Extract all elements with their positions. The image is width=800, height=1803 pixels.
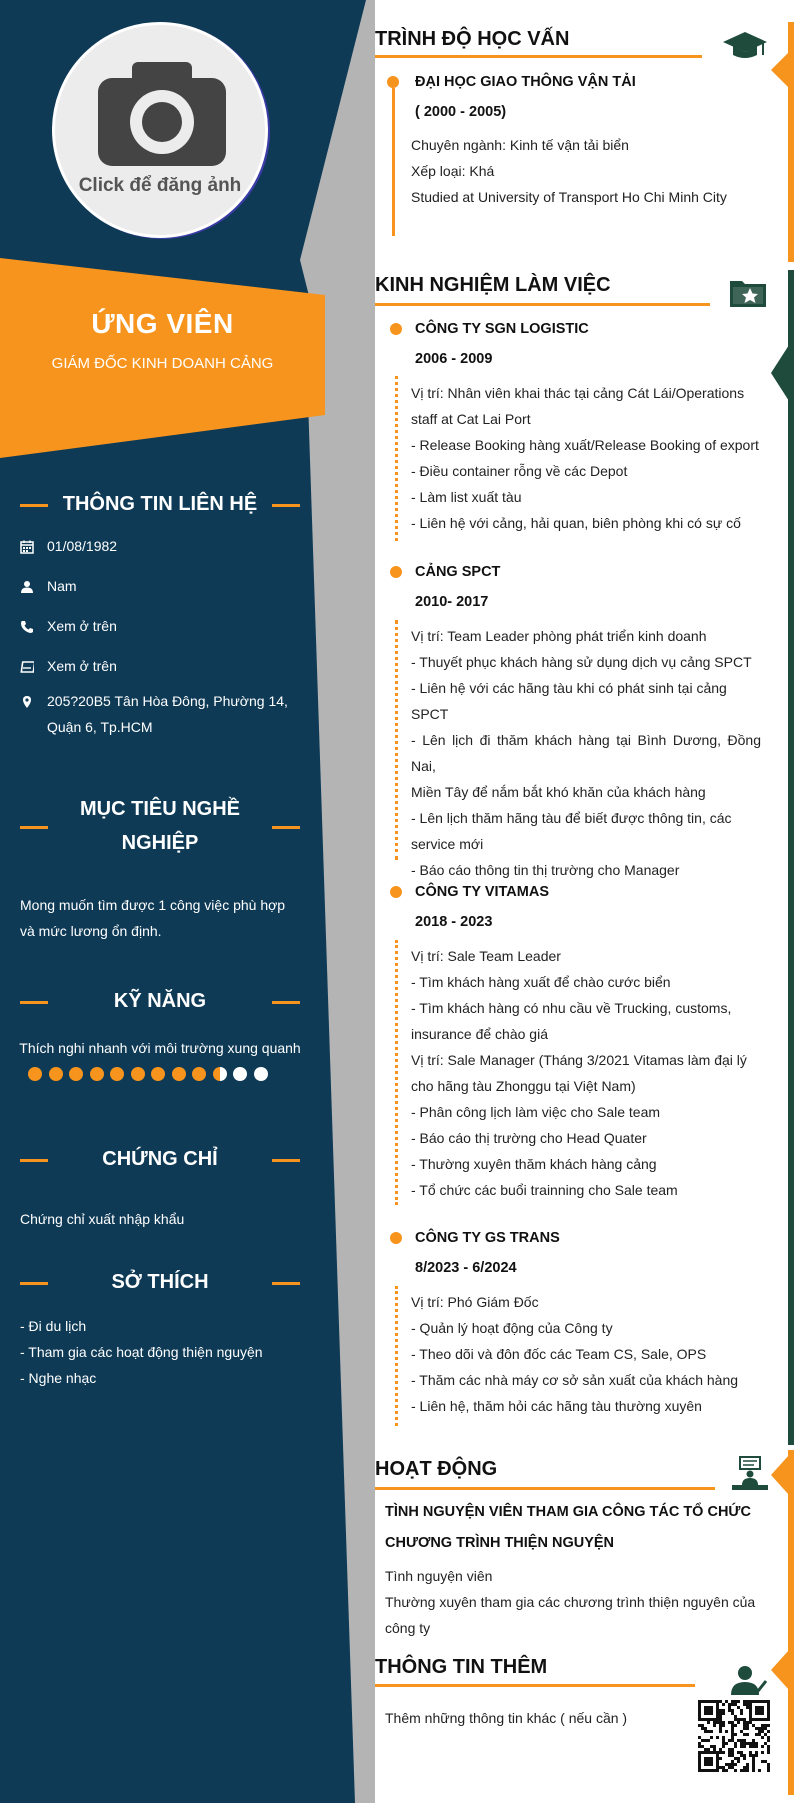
job-bullet: [390, 886, 402, 898]
job-period: 2006 - 2009: [415, 351, 493, 367]
avatar-upload[interactable]: [52, 22, 268, 238]
hobby-item: - Nghe nhạc: [20, 1370, 97, 1386]
skill-dot: [172, 1067, 186, 1081]
user-icon: [20, 580, 34, 594]
experience-accent-bar: [788, 270, 794, 1445]
job-timeline: [395, 1286, 398, 1426]
skill-dot: [28, 1067, 42, 1081]
additional-underline: [375, 1684, 695, 1687]
skill-item: Thích nghi nhanh với môi trường xung quanh: [19, 1040, 301, 1056]
contact-birthday: 01/08/1982: [20, 533, 300, 559]
activities-heading: HOẠT ĐỘNG: [375, 1458, 498, 1480]
education-timeline: [392, 88, 395, 236]
job-timeline: [395, 940, 398, 1205]
job-details: Vị trí: Phó Giám Đốc - Quản lý hoạt động của Công ty - Theo dõi và đôn đốc các Team CS, Sale, OPS - Thăm các nhà máy cơ sở sản xuất của khách hàng - Liên hệ, thăm hỏi các hãng tàu thường xuyên: [411, 1294, 739, 1414]
contact-address: 205?20B5 Tân Hòa Đông, Phường 14, Quận 6, Tp.HCM: [20, 688, 300, 740]
activities-tab-arrow: [771, 1455, 789, 1495]
skill-dot: [192, 1067, 206, 1081]
volunteer-desk-icon: [730, 1455, 770, 1493]
job-period: 8/2023 - 6/2024: [415, 1260, 517, 1276]
job-company: CÔNG TY GS TRANS: [415, 1230, 560, 1246]
job-bullet: [390, 1232, 402, 1244]
education-tab-arrow: [771, 52, 789, 88]
contact-heading: THÔNG TIN LIÊN HỆ: [20, 487, 300, 521]
skills-heading: KỸ NĂNG: [20, 984, 300, 1018]
additional-heading: THÔNG TIN THÊM: [375, 1656, 548, 1678]
job-details: Vị trí: Sale Team Leader - Tìm khách hàng xuất để chào cước biển - Tìm khách hàng có nhu cầu về Trucking, customs, insurance để chào giá Vị trí: Sale Manager (Tháng 3/2021 Vitamas làm đại lý cho hãng tàu Zhonggu tại Việt Nam) - Phân công lịch làm việc cho Sale team - Báo cáo thị trường cho Head Quater - Thường xuyên thăm khách hàng cảng - Tổ chức các buổi trainning cho Sale team: [411, 948, 747, 1198]
certificates-heading: CHỨNG CHỈ: [20, 1142, 300, 1176]
hobby-item: - Đi du lịch: [20, 1318, 87, 1334]
avatar-caption: Click để đăng ảnh: [78, 175, 242, 196]
activity-details: Tình nguyện viên Thường xuyên tham gia các chương trình thiện nguyên của công ty: [385, 1568, 756, 1636]
hobbies-list: [20, 1313, 300, 1391]
experience-tab-arrow: [771, 345, 789, 401]
qr-code-icon: [698, 1700, 770, 1772]
job-company: CẢNG SPCT: [415, 564, 501, 580]
hobbies-heading: SỞ THÍCH: [20, 1265, 300, 1299]
job-timeline: [395, 620, 398, 860]
education-underline: [375, 55, 702, 58]
graduation-cap-icon: [722, 30, 768, 64]
job-bullet: [390, 566, 402, 578]
email-icon: [20, 660, 34, 674]
person-check-icon: [728, 1665, 768, 1697]
calendar-icon: [20, 540, 34, 554]
candidate-position: GIÁM ĐỐC KINH DOANH CẢNG: [51, 355, 274, 372]
job-timeline: [395, 376, 398, 541]
briefcase-star-icon: [728, 275, 768, 309]
skill-dot: [151, 1067, 165, 1081]
experience-underline: [375, 303, 710, 306]
skill-dot: [254, 1067, 268, 1081]
camera-icon: [98, 60, 228, 170]
additional-tab-arrow: [771, 1650, 789, 1690]
objective-heading: MỤC TIÊU NGHỀ NGHIỆP: [20, 792, 300, 860]
contact-gender: Nam: [20, 573, 300, 599]
objective-text: Mong muốn tìm được 1 công việc phù hợp và mức lương ổn định.: [20, 897, 286, 939]
phone-icon: [20, 620, 34, 634]
job-company: CÔNG TY SGN LOGISTIC: [415, 321, 589, 337]
skill-dot: [213, 1067, 227, 1081]
education-school: ĐẠI HỌC GIAO THÔNG VẬN TẢI: [415, 74, 636, 90]
skill-dot: [110, 1067, 124, 1081]
contact-email: Xem ở trên: [20, 653, 300, 679]
job-period: 2018 - 2023: [415, 914, 493, 930]
additional-text: Thêm những thông tin khác ( nếu cần ): [385, 1710, 628, 1726]
activity-title: TÌNH NGUYỆN VIÊN THAM GIA CÔNG TÁC TỔ CHỨC CHƯƠNG TRÌNH THIỆN NGUYỆN: [385, 1504, 751, 1551]
activities-accent-bar: [788, 1450, 794, 1795]
hobby-item: - Tham gia các hoạt động thiện nguyện: [20, 1344, 263, 1360]
candidate-name: ỨNG VIÊN: [91, 308, 234, 339]
job-company: CÔNG TY VITAMAS: [415, 884, 549, 900]
skill-dot: [69, 1067, 83, 1081]
skill-dot: [49, 1067, 63, 1081]
activities-underline: [375, 1487, 715, 1490]
job-period: 2010- 2017: [415, 594, 489, 610]
contact-phone: Xem ở trên: [20, 613, 300, 639]
experience-heading: KINH NGHIỆM LÀM VIỆC: [375, 274, 611, 296]
education-period: ( 2000 - 2005): [415, 104, 507, 120]
job-details: Vị trí: Team Leader phòng phát triển kinh doanh - Thuyết phục khách hàng sử dụng dịch vụ cảng SPCT - Liên hệ với các hãng tàu khi có phát sinh tại cảng SPCT - Lên lịch đi thăm khách hàng tại Bình Dương, Đồng Nai, Miền Tây để nắm bắt khó khăn của khách hàng - Lên lịch thăm hãng tàu để biết được thông tin, các service mới - Báo cáo thông tin thị trường cho Manager: [411, 628, 761, 878]
job-bullet: [390, 323, 402, 335]
education-heading: TRÌNH ĐỘ HỌC VẤN: [375, 28, 570, 50]
education-bullet: [387, 76, 399, 88]
skill-dot: [233, 1067, 247, 1081]
location-pin-icon: [20, 695, 34, 709]
skill-dot: [131, 1067, 145, 1081]
job-details: Vị trí: Nhân viên khai thác tại cảng Cát Lái/Operations staff at Cat Lai Port - Release Booking hàng xuất/Release Booking of export - Điều container rỗng về các Depot - Làm list xuất tàu - Liên hệ với cảng, hải quan, biên phòng khi có sự cố: [411, 385, 759, 531]
education-details: Chuyên ngành: Kinh tế vận tải biển Xếp loại: Khá Studied at University of Transport Ho Chi Minh City: [411, 137, 727, 205]
skill-dot: [90, 1067, 104, 1081]
certificate-item: Chứng chỉ xuất nhập khẩu: [20, 1211, 185, 1227]
